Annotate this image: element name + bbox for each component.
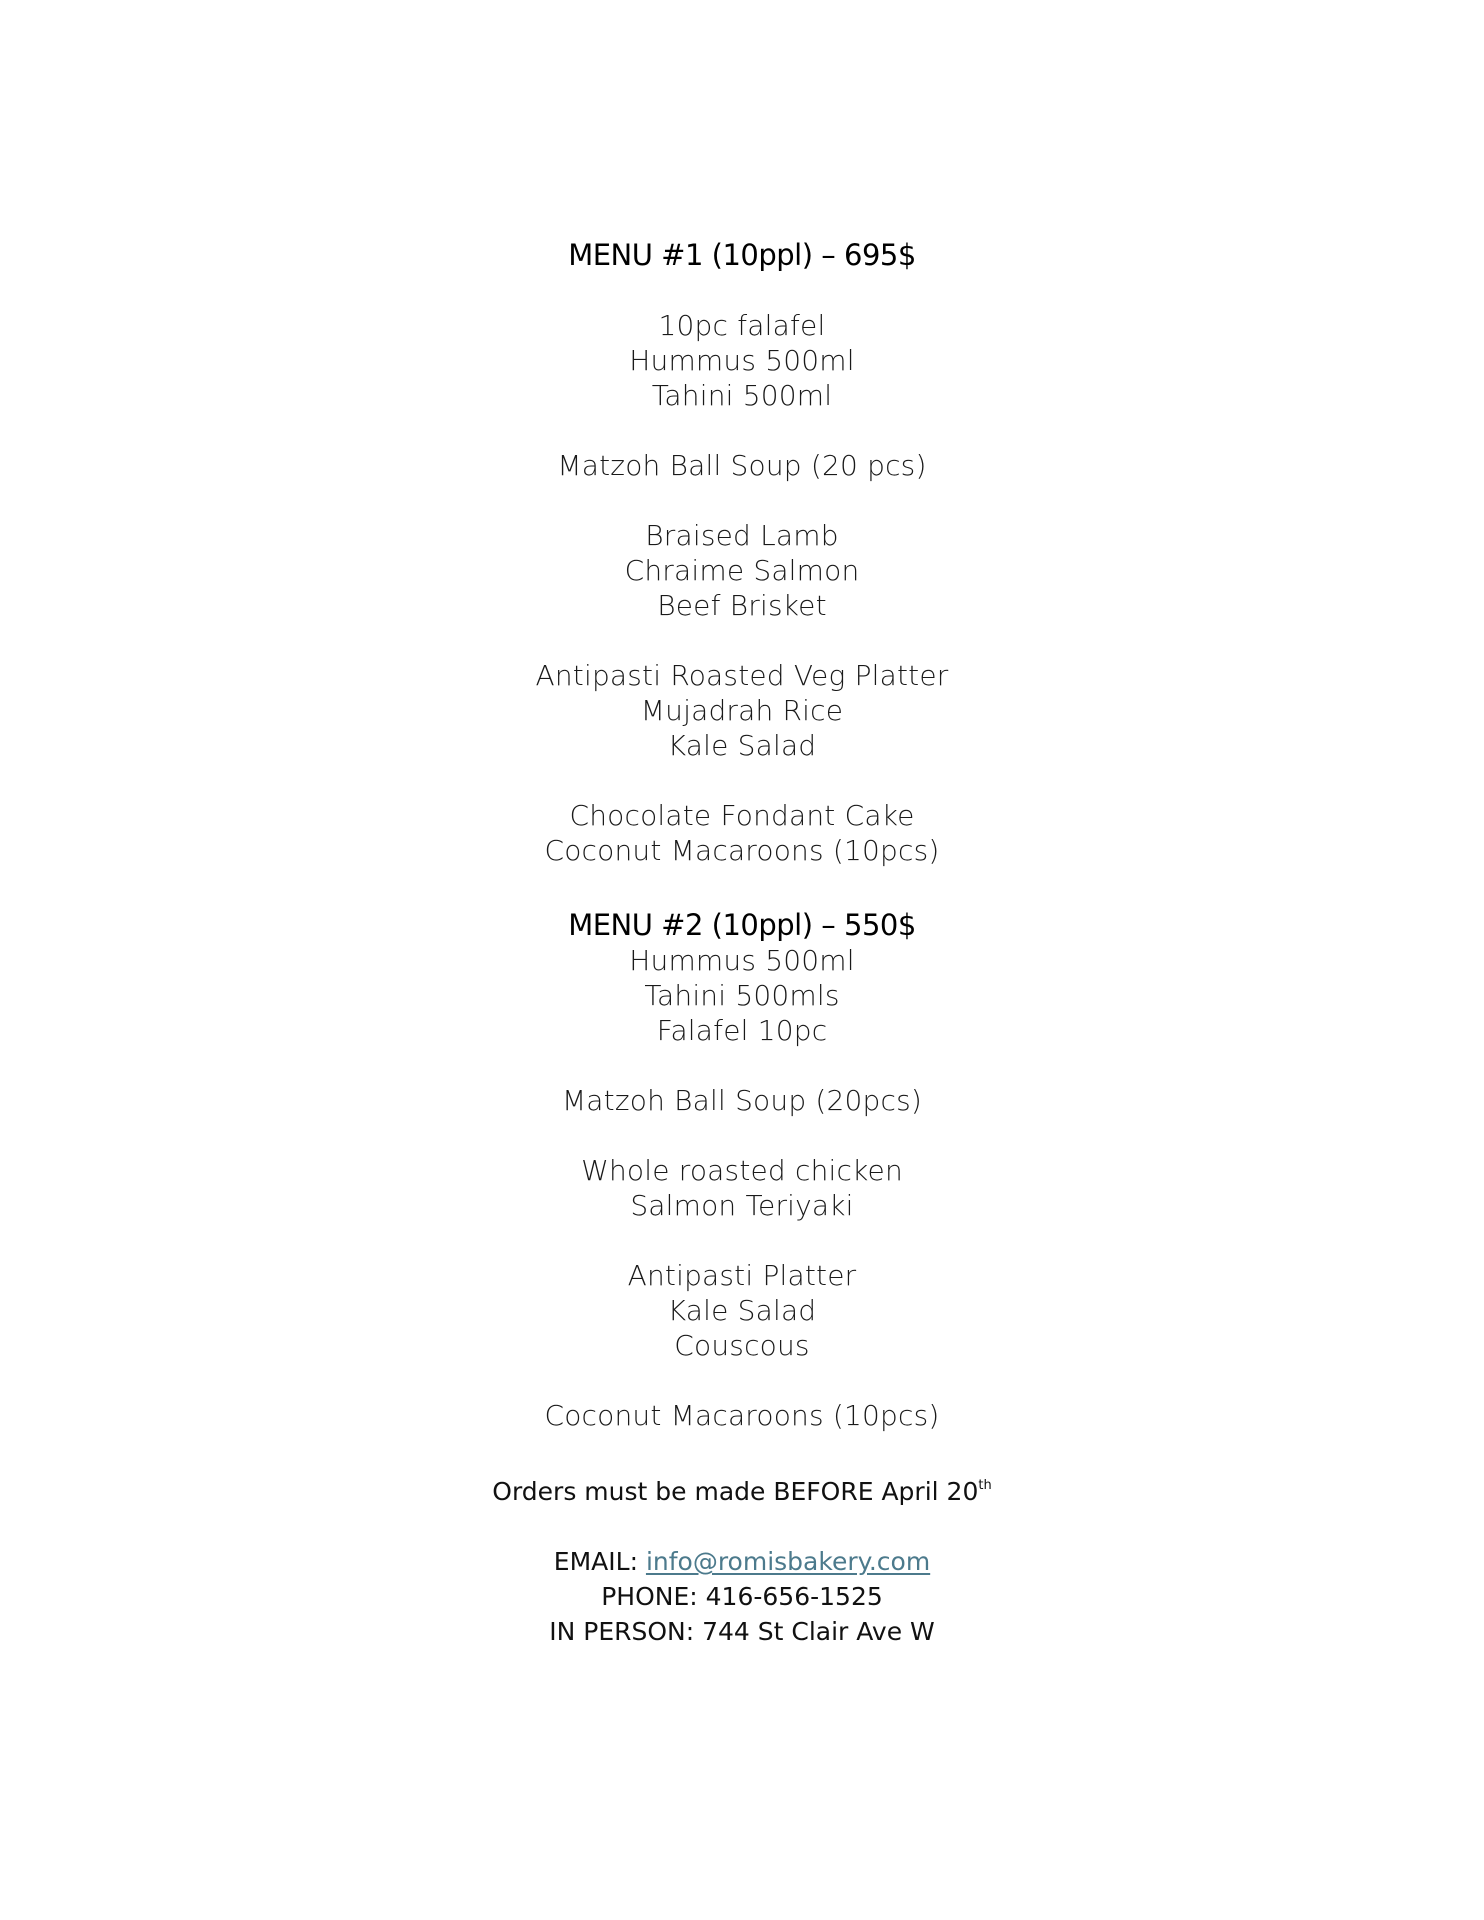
menu-item: Kale Salad (667, 1294, 817, 1327)
menu-item: Antipasti Platter (627, 1259, 857, 1292)
contact-address: IN PERSON: 744 St Clair Ave W (549, 1617, 935, 1646)
menu-item: Tahini 500ml (651, 379, 833, 412)
menu-item: 10pc falafel (658, 309, 826, 342)
menu-item: Hummus 500ml (629, 344, 855, 377)
menu-item: Matzoh Ball Soup (20 pcs) (557, 449, 927, 482)
contact-phone: PHONE: 416-656-1525 (601, 1582, 883, 1611)
menu-item: Kale Salad (667, 729, 817, 762)
email-label: EMAIL: (553, 1547, 646, 1576)
menu-item: Coconut Macaroons (10pcs) (544, 834, 940, 867)
menu-item: Chraime Salmon (624, 554, 860, 587)
menu-item: Falafel 10pc (656, 1014, 828, 1047)
menu-item: Antipasti Roasted Veg Platter (535, 659, 949, 692)
menu-item: Salmon Teriyaki (630, 1189, 854, 1222)
menu-item: Couscous (674, 1329, 810, 1362)
menu-item: Hummus 500ml (629, 944, 855, 977)
menu-document (0, 238, 1484, 1649)
order-deadline-text: Orders must be made BEFORE April 20 (492, 1477, 979, 1506)
menu-item: Mujadrah Rice (640, 694, 844, 727)
menu-item: Braised Lamb (645, 519, 839, 552)
menu-item: Coconut Macaroons (10pcs) (544, 1399, 940, 1432)
menu-item: Chocolate Fondant Cake (569, 799, 915, 832)
menu1-title: MENU #1 (10ppl) – 695$ (568, 238, 916, 272)
menu-item: Beef Brisket (657, 589, 827, 622)
menu-item: Matzoh Ball Soup (20pcs) (561, 1084, 923, 1117)
menu-item: Whole roasted chicken (581, 1154, 903, 1187)
order-deadline-suffix: th (978, 1478, 992, 1493)
contact-email (0, 1544, 1484, 1579)
email-link[interactable]: info@romisbakery.com (645, 1547, 931, 1576)
order-deadline-notice (0, 1468, 1484, 1509)
menu-item: Tahini 500mls (644, 979, 840, 1012)
menu2-title: MENU #2 (10ppl) – 550$ (568, 908, 916, 942)
